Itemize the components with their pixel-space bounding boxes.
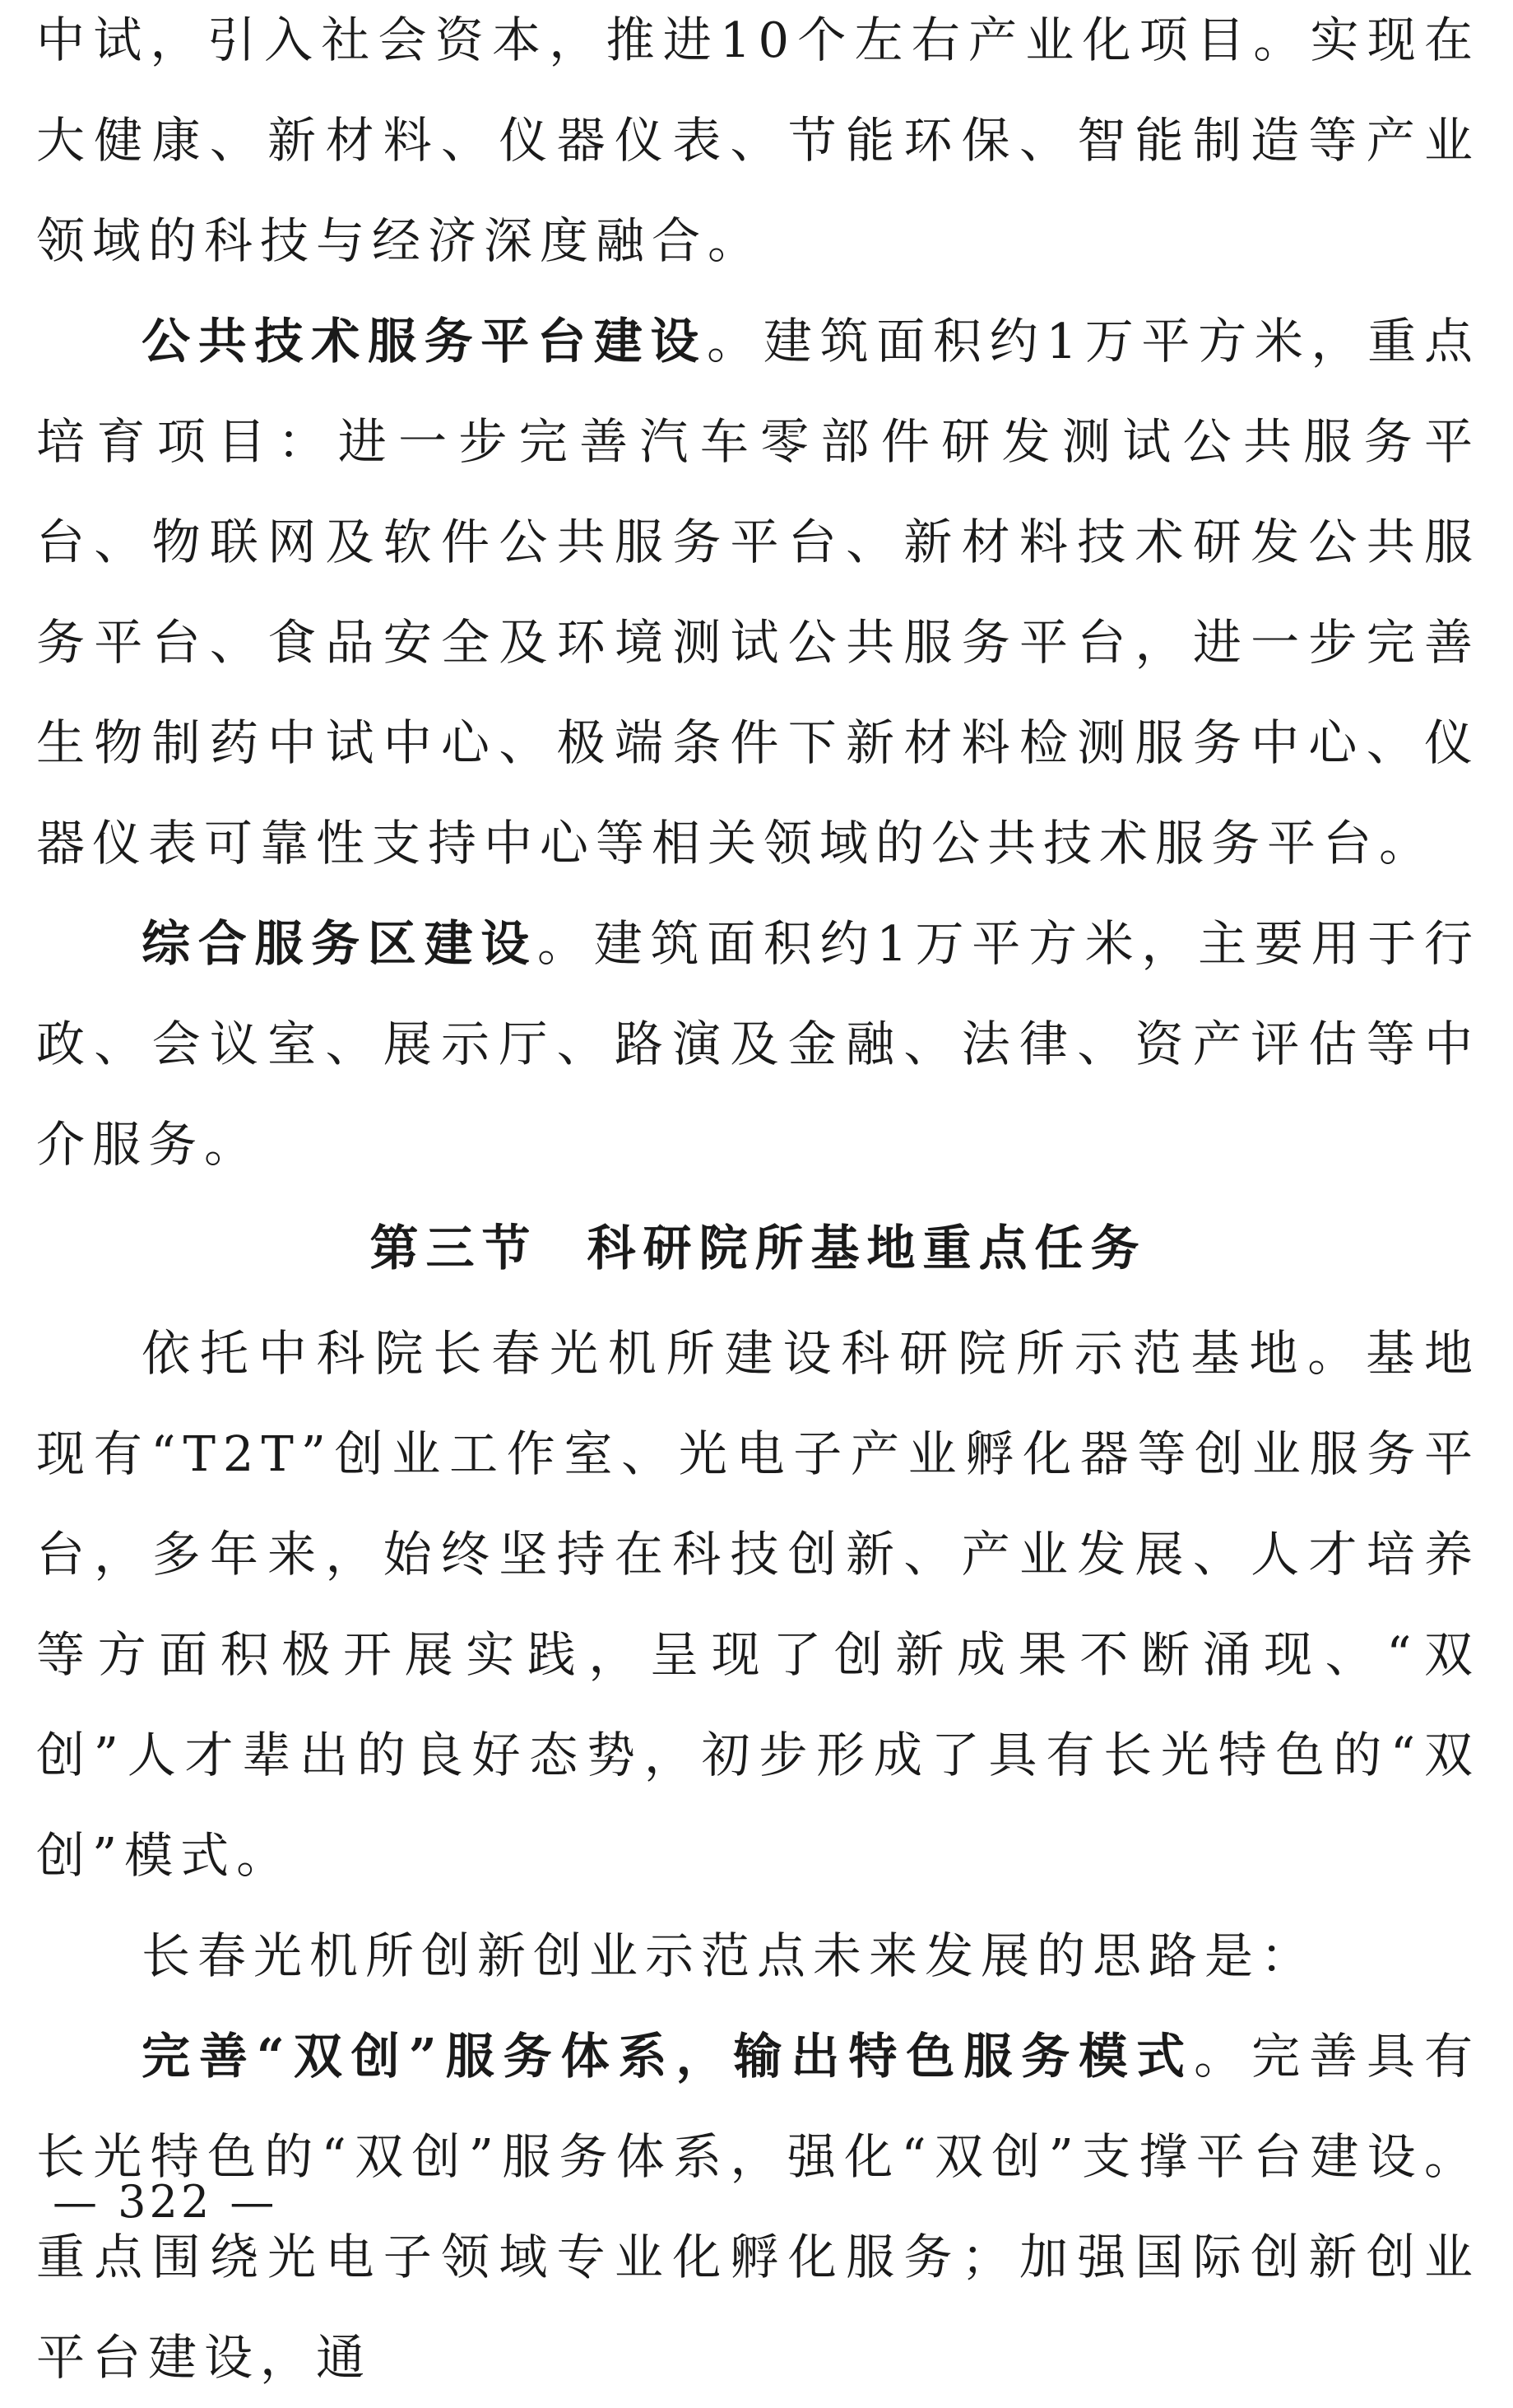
paragraph-service-zone — [36, 894, 1480, 1195]
paragraph-body: 。完善具有长光特色的“双创”服务体系，强化“双创”支撑平台建设。重点围绕光电子领域专业化孵化服务；加强国际创新创业平台建设，通 — [36, 2028, 1480, 2386]
page-number: — 322 — — [53, 2176, 278, 2228]
paragraph-lead-bold: 公共技术服务平台建设 — [142, 313, 708, 370]
section-heading — [36, 1198, 1480, 1299]
paragraph-continuation: 中试，引入社会资本，推进10个左右产业化项目。实现在大健康、新材料、仪器仪表、节能环保、智能制造等产业领域的科技与经济深度融合。 — [36, 12, 1480, 269]
paragraph-development-idea: 长春光机所创新创业示范点未来发展的思路是： — [142, 1927, 1317, 1984]
section-number: 第三节 — [369, 1220, 538, 1276]
paragraph-body: 。建筑面积约1万平方米，主要用于行政、会议室、展示厅、路演及金融、法律、资产评估等中介服务。 — [36, 915, 1480, 1173]
paragraph-body: 。建筑面积约1万平方米，重点培育项目：进一步完善汽车零部件研发测试公共服务平台、物联网及软件公共服务平台、新材料技术研发公共服务平台、食品安全及环境测试公共服务平台，进一步完善生物制药中试中心、极端条件下新材料检测服务中心、仪器仪表可靠性支持中心等相关领域的公共技术服务平台。 — [36, 313, 1480, 872]
paragraph-lead-bold: 综合服务区建设 — [142, 915, 538, 972]
paragraph-base-intro: 依托中科院长春光机所建设科研院所示范基地。基地现有“T2T”创业工作室、光电子产业孵化器等创业服务平台，多年来，始终坚持在科技创新、产业发展、人才培养等方面积极开展实践，呈现了创新成果不断涌现、“双创”人才辈出的良好态势，初步形成了具有长光特色的“双创”模式。 — [36, 1325, 1480, 1884]
paragraph-public-tech-platform — [36, 291, 1480, 894]
document-page — [36, 0, 1480, 2408]
paragraph-lead-bold: 完善“双创”服务体系，输出特色服务模式 — [142, 2028, 1195, 2085]
section-title: 科研院所基地重点任务 — [587, 1220, 1147, 1276]
